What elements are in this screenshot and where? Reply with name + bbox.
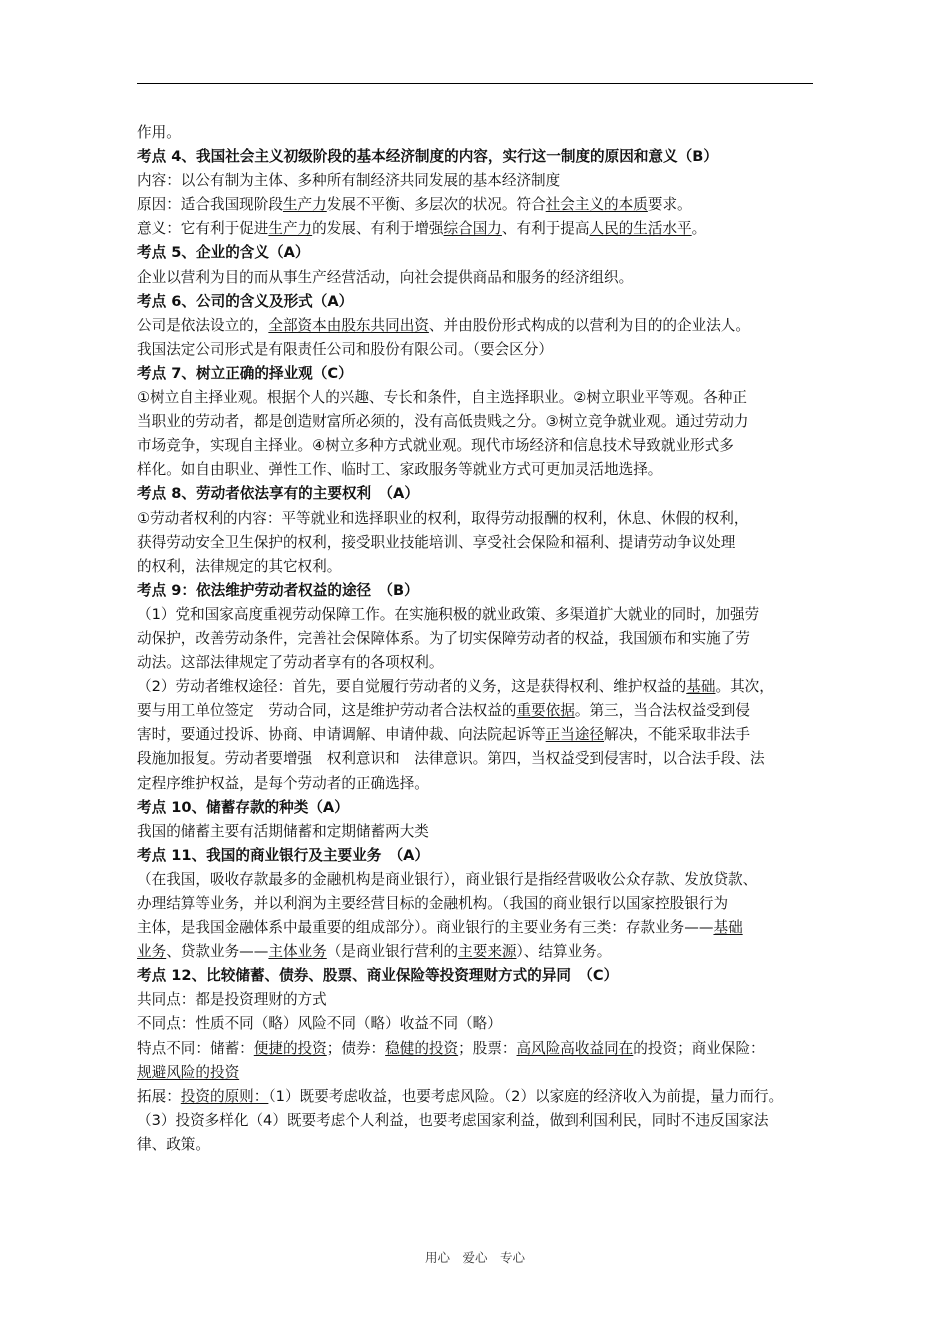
underlined-term: 生产力 — [282, 196, 327, 214]
text-run: 的权利，法律规定的其它权利。 — [137, 557, 342, 575]
underlined-term: 正当途径 — [545, 726, 605, 744]
paragraph-line — [137, 747, 827, 771]
text-run: （是商业银行营利的 — [326, 943, 459, 961]
paragraph-line — [137, 603, 827, 627]
text-run: 的投资；商业保险： — [633, 1039, 765, 1057]
text-run: 考点 4、我国社会主义初级阶段的基本经济制度的内容，实行这一制度的原因和意义（B） — [137, 148, 718, 166]
text-run: 考点 5、企业的含义（A） — [137, 244, 310, 262]
text-run: 解决，不能采取非法手 — [604, 726, 750, 744]
paragraph-line — [137, 266, 827, 290]
paragraph-line — [137, 892, 827, 916]
paragraph-line — [137, 940, 827, 964]
section-heading — [137, 145, 827, 169]
text-run: 主体，是我国金融体系中最重要的组成部分）。商业银行的主要业务有三类：存款业务—— — [137, 919, 714, 937]
document-body — [137, 121, 827, 1157]
text-run: 、有利于提高 — [501, 220, 590, 238]
paragraph-line — [137, 627, 827, 651]
paragraph-line — [137, 651, 827, 675]
paragraph-line — [137, 988, 827, 1012]
text-run: 考点 11、我国的商业银行及主要业务 （A） — [137, 846, 430, 864]
text-run: 原因：适合我国现阶段 — [137, 196, 283, 214]
paragraph-line — [137, 1109, 827, 1133]
text-run: 。其次， — [715, 678, 774, 696]
section-heading — [137, 579, 827, 603]
section-heading — [137, 964, 827, 988]
text-run: 内容：以公有制为主体、多种所有制经济共同发展的基本经济制度 — [137, 172, 561, 190]
underlined-term: 基础 — [713, 919, 743, 937]
text-run: 的发展、有利于增强 — [312, 220, 444, 238]
text-run: 样化。如自由职业、弹性工作、临时工、家政服务等就业方式可更加灵活地选择。 — [137, 461, 663, 479]
paragraph-line — [137, 386, 827, 410]
paragraph-line — [137, 723, 827, 747]
text-run: 。第三，当合法权益受到侵 — [574, 702, 750, 720]
paragraph-line — [137, 1012, 827, 1036]
text-run: （1）党和国家高度重视劳动保障工作。在实施积极的就业政策、多渠道扩大就业的同时，加强劳 — [137, 605, 760, 623]
text-run: 动保护，改善劳动条件，完善社会保障体系。为了切实保障劳动者的权益，我国颁布和实施了劳 — [137, 629, 750, 647]
underlined-term: 全部资本由股东共同出资 — [268, 316, 429, 334]
paragraph-line — [137, 217, 827, 241]
underlined-term: 社会主义的本质 — [545, 196, 648, 214]
paragraph-line — [137, 169, 827, 193]
underlined-term: 综合国力 — [443, 220, 502, 238]
text-run: 当职业的劳动者，都是创造财富所必须的，没有高低贵贱之分。③树立竞争就业观。通过劳动力 — [137, 413, 749, 431]
text-run: 动法。这部法律规定了劳动者享有的各项权利。 — [137, 654, 444, 672]
text-run: 、贷款业务—— — [166, 943, 269, 961]
paragraph-line — [137, 1037, 827, 1061]
text-run: 特点不同：储蓄： — [137, 1039, 254, 1057]
text-run: 考点 12、比较储蓄、债券、股票、商业保险等投资理财方式的异同 （C） — [137, 967, 619, 985]
section-heading — [137, 241, 827, 265]
text-run: 段施加报复。劳动者要增强 权利意识和 法律意识。第四，当权益受到侵害时，以合法手段、法 — [137, 750, 765, 768]
paragraph-line — [137, 1133, 827, 1157]
paragraph-line — [137, 699, 827, 723]
header-rule — [137, 83, 813, 84]
underlined-term: 主体业务 — [268, 943, 327, 961]
paragraph-line — [137, 507, 827, 531]
text-run: 获得劳动安全卫生保护的权利，接受职业技能培训、享受社会保险和福利、提请劳动争议处理 — [137, 533, 736, 551]
text-run: 定程序维护权益，是每个劳动者的正确选择。 — [137, 774, 429, 792]
paragraph-line — [137, 916, 827, 940]
paragraph-line — [137, 314, 827, 338]
text-run: ；债券： — [326, 1039, 386, 1057]
text-run: 考点 7、树立正确的择业观（C） — [137, 364, 353, 382]
underlined-term: 业务 — [137, 943, 167, 961]
text-run: 市场竞争，实现自主择业。④树立多种方式就业观。现代市场经济和信息技术导致就业形式多 — [137, 437, 734, 455]
text-run: 我国法定公司形式是有限责任公司和股份有限公司。（要会区分） — [137, 340, 553, 358]
paragraph-line — [137, 772, 827, 796]
underlined-term: 人民的生活水平 — [589, 220, 692, 238]
text-run: 办理结算等业务，并以利润为主要经营目标的金融机构。（我国的商业银行以国家控股银行为 — [137, 895, 729, 912]
text-run: 作用。 — [137, 124, 181, 141]
paragraph-line — [137, 193, 827, 217]
paragraph-line — [137, 675, 827, 699]
paragraph-line — [137, 531, 827, 555]
underlined-term: 主要来源 — [458, 943, 517, 961]
text-run: 律、政策。 — [137, 1135, 210, 1153]
text-run: 拓展： — [137, 1087, 181, 1105]
paragraph-line — [137, 555, 827, 579]
text-run: 考点 6、公司的含义及形式（A） — [137, 292, 354, 310]
underlined-term: 规避风险的投资 — [137, 1063, 240, 1081]
text-run: （在我国，吸收存款最多的金融机构是商业银行），商业银行是指经营吸收公众存款、发放贷款、 — [137, 870, 758, 888]
text-run: 考点 10、储蓄存款的种类（A） — [137, 798, 349, 816]
underlined-term: 重要依据 — [516, 702, 575, 720]
page-footer: 用心 爱心 专心 — [424, 1250, 525, 1265]
text-run: 企业以营利为目的而从事生产经营活动，向社会提供商品和服务的经济组织。 — [137, 268, 634, 286]
paragraph-line — [137, 820, 827, 844]
text-run: 害时，要通过投诉、协商、申请调解、申请仲裁、向法院起诉等 — [137, 726, 546, 744]
paragraph-line — [137, 410, 827, 434]
text-run: 考点 9：依法维护劳动者权益的途径 （B） — [137, 581, 419, 599]
paragraph-line — [137, 868, 827, 892]
section-heading — [137, 844, 827, 868]
paragraph-line — [137, 434, 827, 458]
text-run: 考点 8、劳动者依法享有的主要权利 （A） — [137, 485, 419, 503]
underlined-term: 生产力 — [268, 220, 313, 238]
text-run: 。 — [691, 220, 707, 238]
text-run: 我国的储蓄主要有活期储蓄和定期储蓄两大类 — [137, 822, 429, 840]
section-heading — [137, 796, 827, 820]
text-run: 公司是依法设立的， — [137, 316, 269, 334]
text-run: 不同点：性质不同（略）风险不同（略）收益不同（略） — [137, 1015, 502, 1033]
text-run: （1）既要考虑收益，也要考虑风险。（2）以家庭的经济收入为前提，量力而行。 — [268, 1087, 784, 1105]
text-run: 要与用工单位签定 劳动合同，这是维护劳动者合法权益的 — [137, 702, 517, 720]
section-heading — [137, 290, 827, 314]
text-run: 意义：它有利于促进 — [137, 220, 269, 238]
section-heading — [137, 362, 827, 386]
text-run: 要求。 — [647, 196, 692, 214]
text-run: 共同点：都是投资理财的方式 — [137, 991, 327, 1009]
underlined-term: 投资的原则： — [180, 1087, 269, 1105]
text-run: （2）劳动者维权途径：首先，要自觉履行劳动者的义务，这是获得权利、维护权益的 — [137, 678, 687, 696]
paragraph-line — [137, 121, 827, 145]
section-heading — [137, 482, 827, 506]
text-run: ；股票： — [458, 1039, 517, 1057]
text-run: ①劳动者权利的内容：平等就业和选择职业的权利，取得劳动报酬的权利，休息、休假的权利， — [137, 509, 749, 527]
underlined-term: 便捷的投资 — [253, 1039, 327, 1057]
paragraph-line — [137, 458, 827, 482]
paragraph-line — [137, 1061, 827, 1085]
paragraph-line — [137, 1085, 827, 1109]
text-run: （3）投资多样化（4）既要考虑个人利益，也要考虑国家利益，做到利国利民，同时不违反国家法 — [137, 1111, 769, 1129]
text-run: 、并由股份形式构成的以营利为目的的企业法人。 — [428, 316, 750, 334]
text-run: 发展不平衡、多层次的状况。符合 — [326, 196, 546, 214]
paragraph-line — [137, 338, 827, 362]
underlined-term: 基础 — [686, 678, 716, 696]
underlined-term: 稳健的投资 — [385, 1039, 459, 1057]
text-run: ①树立自主择业观。根据个人的兴趣、专长和条件，自主选择职业。②树立职业平等观。各种正 — [137, 389, 747, 407]
underlined-term: 高风险高收益同在 — [516, 1039, 634, 1057]
text-run: ）、结算业务。 — [516, 943, 612, 961]
